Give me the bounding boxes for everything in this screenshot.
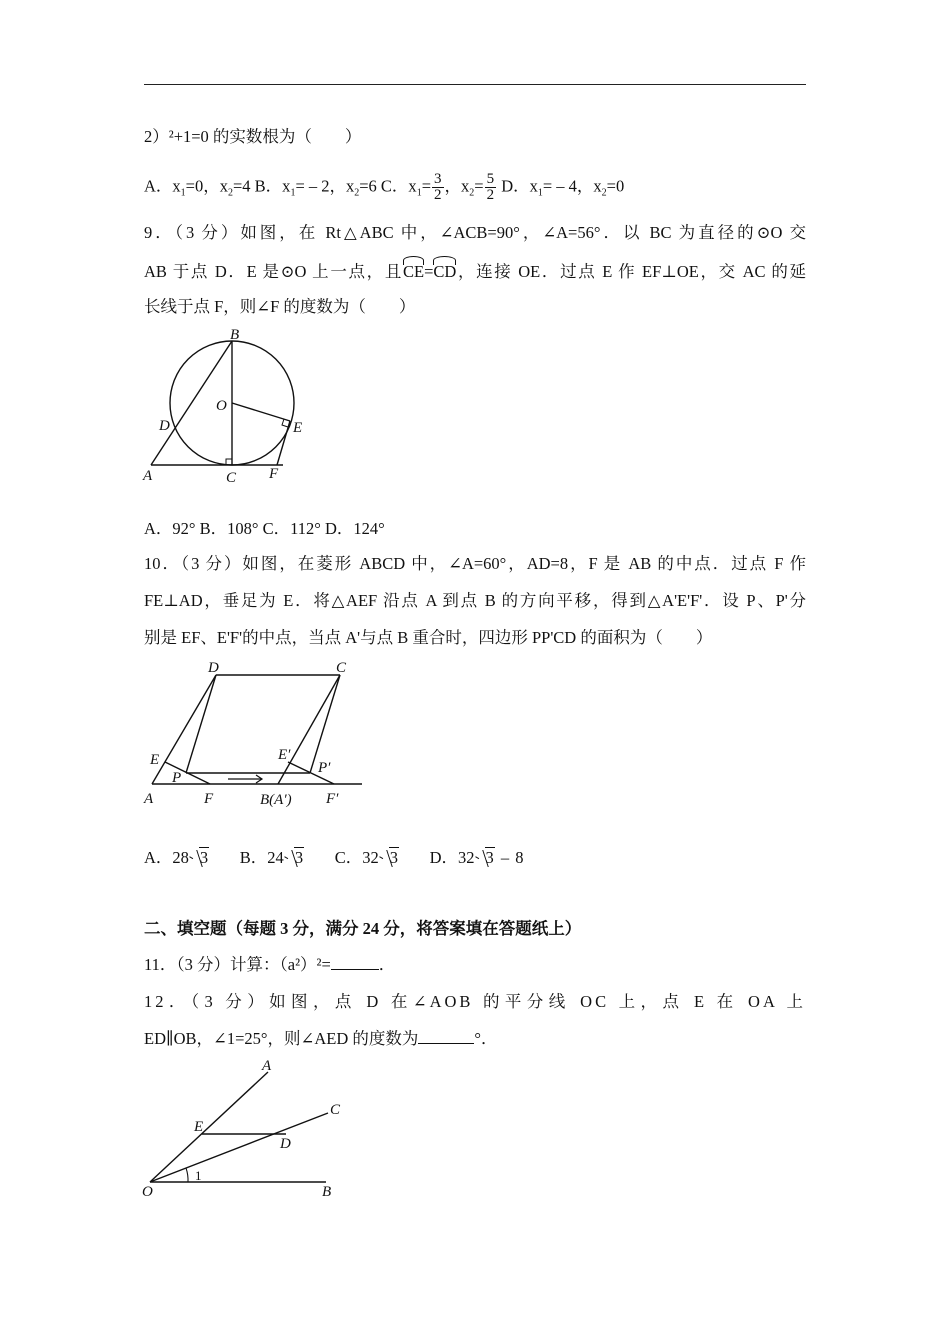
label-e: E <box>150 752 160 768</box>
header-rule <box>144 84 806 85</box>
label-angle-1: 1 <box>195 1168 202 1183</box>
label-a: A <box>144 791 154 807</box>
label-c: C <box>226 470 237 486</box>
label-e-prime: E′ <box>278 747 291 763</box>
label-c: C <box>336 660 347 676</box>
label-p-prime: P′ <box>318 760 331 776</box>
label-p: P <box>172 770 182 786</box>
label-e: E <box>293 420 303 436</box>
fraction-5-2: $\frac{5}{2}$ <box>486 171 495 203</box>
q9-figure <box>138 326 318 488</box>
q9-line1: 9．（3 分）如图，在 Rt△ABC 中，∠ACB=90°，∠A=56°．以 BC 为直径的⊙O 交 <box>144 223 806 242</box>
q11: 11．（3 分）计算：（a²）²= ． <box>144 955 396 974</box>
section-2-title: 二、填空题（每题 3 分，满分 24 分，将答案填在答题纸上） <box>144 919 582 938</box>
label-d: D <box>208 660 219 676</box>
q12-figure <box>138 1054 348 1204</box>
label-c: C <box>330 1102 341 1118</box>
arc-cd: CD <box>433 259 456 283</box>
q10-line3: 别是 EF、E'F'的中点，当点 A'与点 B 重合时，四边形 PP'CD 的面积为（ ） <box>144 628 713 647</box>
label-f-prime: F′ <box>326 791 339 807</box>
fraction-3-2: $\frac{3}{2}$ <box>434 171 442 203</box>
q8-options: A．$x_1=0$，$x_2=4$ B．$x_1= - 2$，$x_2=6$ C．$x_1=$ $\frac{3}{2}$ ，$x_2=$ $\frac{5}{2}$ D．$x_1= - 4$，$x_2=0$ <box>144 171 625 203</box>
arc-ce: CE <box>403 259 424 283</box>
label-b: B <box>322 1184 332 1200</box>
label-o: O <box>216 398 227 414</box>
q10-figure <box>138 654 370 810</box>
q12-line1: 12．（3 分）如图，点 D 在∠AOB 的平分线 OC 上，点 E 在 OA 上 <box>144 992 806 1011</box>
q8-stem: 2）²+1=0 的实数根为（ ） <box>144 127 362 146</box>
label-f: F <box>204 791 214 807</box>
sqrt-3: 3 <box>189 847 209 869</box>
q9-options: A．92° B．108° C．112° D．124° <box>144 519 385 538</box>
label-d: D <box>280 1136 291 1152</box>
answer-blank[interactable] <box>418 1029 474 1044</box>
label-b: B <box>230 327 240 343</box>
q12-line2: ED∥OB，∠1=25°，则∠AED 的度数为 °． <box>144 1029 498 1048</box>
q9-line2: AB 于点 D．E 是⊙O 上一点，且CE=CD，连接 OE．过点 E 作 EF⊥OE，交 AC 的延 <box>144 259 806 283</box>
label-b-a-prime: B(A′) <box>260 792 292 808</box>
q10-options: A．28 3 B．24 3 C．32 3 D．32 3 – 8 <box>144 848 524 867</box>
answer-blank[interactable] <box>331 955 379 970</box>
q10-line1: 10．（3 分）如图，在菱形 ABCD 中，∠A=60°，AD=8，F 是 AB 的中点．过点 F 作 <box>144 554 806 573</box>
sqrt-3: 3 <box>475 847 495 869</box>
label-a: A <box>262 1058 272 1074</box>
label-d: D <box>159 418 170 434</box>
sqrt-3: 3 <box>379 847 399 869</box>
label-o: O <box>142 1184 153 1200</box>
q9-line3: 长线于点 F，则∠F 的度数为（ ） <box>144 297 416 316</box>
q10-line2: FE⊥AD，垂足为 E．将△AEF 沿点 A 到点 B 的方向平移，得到△A'E'F'．设 P、P'分 <box>144 591 806 610</box>
sqrt-3: 3 <box>284 847 304 869</box>
label-e: E <box>194 1119 204 1135</box>
label-f: F <box>269 466 279 482</box>
label-a: A <box>143 468 153 484</box>
